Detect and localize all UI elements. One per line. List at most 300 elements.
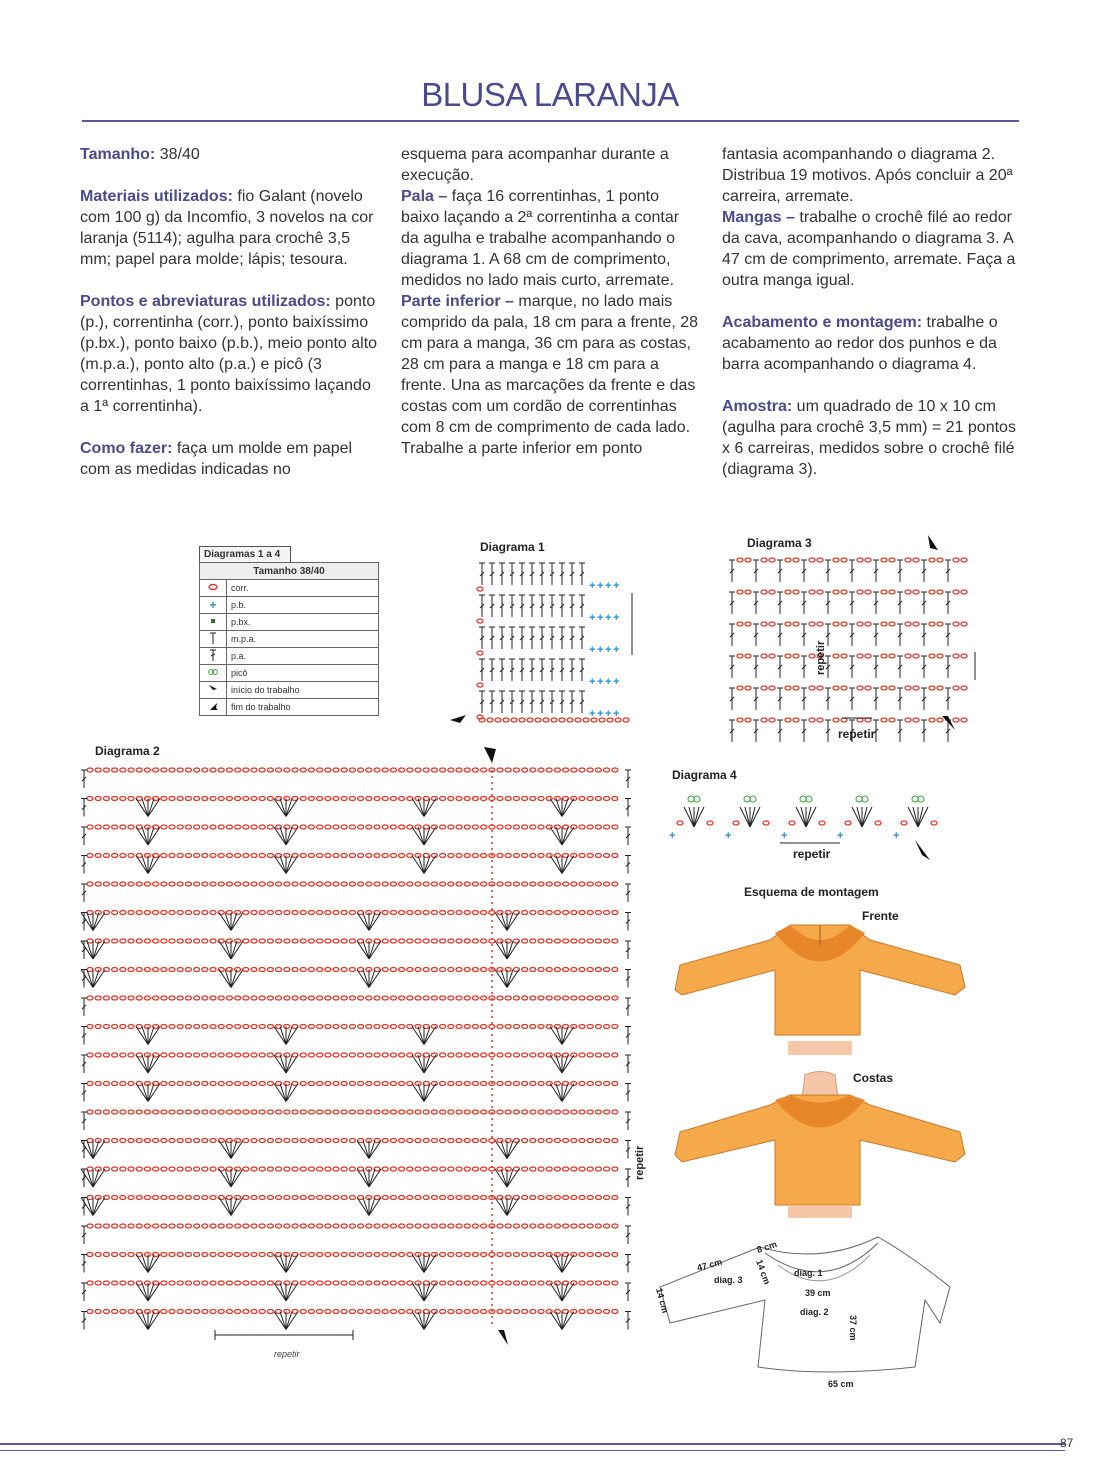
chain-stitch: [120, 1224, 126, 1228]
shell-stitch: [286, 1027, 298, 1045]
chain-stitch: [563, 1224, 569, 1228]
chain-stitch: [161, 1139, 167, 1143]
chain-stitch: [144, 1310, 150, 1314]
chain-stitch: [226, 1281, 232, 1285]
diagram-4-label: Diagrama 4: [672, 768, 737, 782]
chain-stitch: [889, 558, 895, 562]
chain-stitch: [599, 718, 605, 722]
chain-stitch: [579, 1253, 585, 1257]
chain-stitch: [538, 1025, 544, 1029]
chain-stitch: [623, 718, 629, 722]
chain-stitch: [817, 686, 823, 690]
shell-stitch: [136, 1055, 148, 1073]
chain-stitch: [479, 718, 485, 722]
chain-stitch: [144, 968, 150, 972]
chain-stitch: [595, 797, 601, 801]
chain-stitch: [505, 768, 511, 772]
shell-stitch: [550, 1027, 562, 1045]
chain-stitch: [431, 1025, 437, 1029]
chain-stitch: [382, 1196, 388, 1200]
shell-stitch: [418, 799, 424, 817]
chain-stitch: [390, 996, 396, 1000]
chain-stitch: [785, 590, 791, 594]
chain-stitch: [513, 825, 519, 829]
chain-stitch: [604, 939, 610, 943]
chain-stitch: [358, 768, 364, 772]
chain-stitch: [612, 768, 618, 772]
chain-stitch: [487, 718, 493, 722]
chain-stitch: [300, 1025, 306, 1029]
chain-stitch: [448, 1139, 454, 1143]
chain-stitch: [407, 797, 413, 801]
chain-stitch: [456, 825, 462, 829]
chain-stitch: [202, 1110, 208, 1114]
chain-stitch: [317, 825, 323, 829]
chain-stitch: [243, 854, 249, 858]
shell-stitch: [87, 970, 93, 988]
chain-stitch: [587, 854, 593, 858]
plus-stitch: +: [589, 676, 596, 688]
chain-stitch: [595, 968, 601, 972]
chain-stitch: [530, 1082, 536, 1086]
chain-stitch: [120, 1025, 126, 1029]
measure-diag3: diag. 3: [714, 1275, 743, 1285]
chain-stitch: [194, 939, 200, 943]
chain-stitch: [185, 1025, 191, 1029]
chain-stitch: [251, 939, 257, 943]
chain-stitch: [841, 622, 847, 626]
chain-stitch: [431, 1053, 437, 1057]
chain-stitch: [374, 1110, 380, 1114]
chain-stitch: [913, 558, 919, 562]
chain-stitch: [901, 821, 907, 825]
chain-stitch: [399, 1224, 405, 1228]
chain-stitch: [276, 1196, 282, 1200]
chain-stitch: [358, 797, 364, 801]
chain-stitch: [112, 1253, 118, 1257]
chain-stitch: [366, 1310, 372, 1314]
page-title: BLUSA LARANJA: [421, 76, 679, 113]
chain-stitch: [881, 622, 887, 626]
chain-stitch: [571, 996, 577, 1000]
chain-stitch: [554, 1082, 560, 1086]
chain-stitch: [210, 1253, 216, 1257]
chain-stitch: [505, 854, 511, 858]
chain-stitch: [202, 1082, 208, 1086]
plus-stitch: +: [837, 830, 844, 842]
chain-stitch: [769, 622, 775, 626]
shell-stitch: [862, 807, 867, 827]
chain-stitch: [513, 1281, 519, 1285]
shell-stitch: [286, 1312, 292, 1330]
chain-stitch: [809, 558, 815, 562]
chain-stitch: [563, 768, 569, 772]
chain-stitch: [953, 558, 959, 562]
chain-stitch: [551, 718, 557, 722]
chain-stitch: [308, 1196, 314, 1200]
chain-stitch: [161, 1253, 167, 1257]
shell-stitch: [286, 1055, 292, 1073]
chain-stitch: [399, 854, 405, 858]
chain-stitch: [112, 911, 118, 915]
chain-stitch: [103, 1281, 109, 1285]
shell-stitch: [424, 1255, 436, 1273]
chain-stitch: [579, 882, 585, 886]
chain-stitch: [595, 1025, 601, 1029]
chain-stitch: [737, 590, 743, 594]
shell-stitch: [219, 1141, 231, 1159]
chain-stitch: [737, 622, 743, 626]
chain-stitch: [103, 1082, 109, 1086]
chain-stitch: [349, 882, 355, 886]
chain-stitch: [136, 996, 142, 1000]
frente-label: Frente: [862, 909, 899, 923]
chain-stitch: [554, 968, 560, 972]
chain-stitch: [358, 825, 364, 829]
chain-stitch: [308, 1110, 314, 1114]
chain-stitch: [128, 1281, 134, 1285]
chain-stitch: [194, 1310, 200, 1314]
chain-stitch: [144, 1139, 150, 1143]
chain-stitch: [456, 1082, 462, 1086]
chain-stitch: [259, 1281, 265, 1285]
chain-stitch: [423, 1167, 429, 1171]
chain-stitch: [522, 825, 528, 829]
chain-stitch: [87, 1253, 93, 1257]
chain-stitch: [276, 968, 282, 972]
chain-stitch: [136, 768, 142, 772]
chain-stitch: [538, 1139, 544, 1143]
shell-stitch: [562, 1027, 574, 1045]
shell-stitch: [412, 827, 424, 845]
chain-stitch: [440, 854, 446, 858]
chain-stitch: [177, 911, 183, 915]
chain-stitch: [390, 911, 396, 915]
chain-stitch: [431, 882, 437, 886]
chain-stitch: [497, 882, 503, 886]
chain-stitch: [202, 968, 208, 972]
chain-stitch: [136, 911, 142, 915]
chain-stitch: [366, 1281, 372, 1285]
chain-stitch: [235, 768, 241, 772]
chain-stitch: [423, 996, 429, 1000]
chain-stitch: [300, 1139, 306, 1143]
shell-stitch: [501, 913, 507, 931]
chain-stitch: [554, 1139, 560, 1143]
shell-stitch: [142, 1055, 148, 1073]
chain-stitch: [267, 911, 273, 915]
chain-stitch: [505, 1082, 511, 1086]
chain-stitch: [325, 1310, 331, 1314]
chain-stitch: [95, 882, 101, 886]
chain-stitch: [407, 825, 413, 829]
chain-stitch: [177, 1310, 183, 1314]
chain-stitch: [431, 1253, 437, 1257]
chain-stitch: [194, 1196, 200, 1200]
chain-stitch: [538, 1253, 544, 1257]
chain-stitch: [161, 797, 167, 801]
chain-stitch: [128, 854, 134, 858]
chain-stitch: [745, 590, 751, 594]
chain-stitch: [169, 1253, 175, 1257]
chain-stitch: [440, 1224, 446, 1228]
plus-stitch: +: [613, 612, 620, 624]
shell-stitch: [495, 970, 507, 988]
shell-stitch: [148, 856, 154, 874]
chain-stitch: [349, 1110, 355, 1114]
chain-stitch: [538, 1281, 544, 1285]
diagram-3-repeat-vertical: repetir: [815, 640, 827, 675]
chain-stitch: [317, 1167, 323, 1171]
tamanho-label: Tamanho:: [80, 146, 156, 163]
chain-stitch: [390, 882, 396, 886]
chain-stitch: [563, 1139, 569, 1143]
chain-stitch: [308, 996, 314, 1000]
diagram-3: [720, 530, 1000, 745]
chain-stitch: [169, 1196, 175, 1200]
chain-stitch: [308, 1167, 314, 1171]
chain-stitch: [929, 686, 935, 690]
chain-stitch: [325, 911, 331, 915]
chain-stitch: [415, 882, 421, 886]
shell-stitch: [369, 970, 375, 988]
legend-label: picô: [227, 665, 379, 682]
chain-stitch: [407, 1253, 413, 1257]
chain-stitch: [587, 1167, 593, 1171]
legend-row: [200, 597, 379, 614]
chain-stitch: [511, 718, 517, 722]
chain-stitch: [841, 558, 847, 562]
chain-stitch: [120, 1139, 126, 1143]
shell-stitch: [219, 1198, 231, 1216]
chain-stitch: [177, 1082, 183, 1086]
chain-stitch: [251, 1253, 257, 1257]
shell-stitch: [550, 827, 562, 845]
chain-stitch: [284, 854, 290, 858]
chain-stitch: [865, 558, 871, 562]
chain-stitch: [448, 1082, 454, 1086]
chain-stitch: [472, 1053, 478, 1057]
chain-stitch: [341, 1253, 347, 1257]
chain-stitch: [235, 825, 241, 829]
chain-stitch: [112, 1110, 118, 1114]
chain-stitch: [243, 939, 249, 943]
chain-stitch: [530, 1053, 536, 1057]
chain-stitch: [95, 1110, 101, 1114]
legend-table: [199, 562, 379, 716]
shell-stitch: [148, 827, 160, 845]
shell-stitch: [369, 970, 381, 988]
chain-stitch: [390, 1082, 396, 1086]
chain-stitch: [259, 1224, 265, 1228]
shell-stitch: [219, 913, 231, 931]
chain-stitch: [929, 654, 935, 658]
pontos-text: ponto (p.), correntinha (corr.), ponto baixíssimo (p.bx.), ponto baixo (p.b.), meio ponto alto (m.p.a.), ponto alto (p.a.) e picô (3 correntinhas, 1 ponto baixíssimo laçando a 1ª correntinha).: [80, 293, 378, 415]
chain-stitch: [358, 1224, 364, 1228]
chain-stitch: [431, 1281, 437, 1285]
chain-stitch: [440, 1139, 446, 1143]
measurement-schematic: [650, 1225, 1010, 1395]
chain-stitch: [399, 1082, 405, 1086]
chain-stitch: [341, 996, 347, 1000]
chain-stitch: [595, 939, 601, 943]
chain-stitch: [505, 1139, 511, 1143]
chain-stitch: [169, 882, 175, 886]
chain-stitch: [612, 1281, 618, 1285]
plus-stitch: +: [781, 830, 788, 842]
chain-stitch: [497, 911, 503, 915]
chain-stitch: [243, 911, 249, 915]
chain-stitch: [112, 1139, 118, 1143]
chain-stitch: [325, 939, 331, 943]
shell-stitch: [286, 1283, 292, 1301]
chain-stitch: [865, 622, 871, 626]
shell-stitch: [562, 856, 568, 874]
chain-stitch: [546, 968, 552, 972]
chain-stitch: [382, 996, 388, 1000]
chain-stitch: [87, 1224, 93, 1228]
shell-stitch: [418, 1027, 424, 1045]
chain-stitch: [374, 1053, 380, 1057]
shell-stitch: [862, 807, 872, 827]
chain-stitch: [185, 1167, 191, 1171]
chain-stitch: [571, 968, 577, 972]
chain-stitch: [579, 1167, 585, 1171]
chain-stitch: [333, 1139, 339, 1143]
acabamento-text: trabalhe o acabamento ao redor dos punhos e da barra acompanhando o diagrama 4.: [722, 314, 998, 373]
chain-stitch: [448, 1281, 454, 1285]
chain-stitch: [440, 768, 446, 772]
shell-stitch: [857, 807, 862, 827]
chain-stitch: [120, 939, 126, 943]
chain-stitch: [522, 854, 528, 858]
chain-stitch: [169, 1082, 175, 1086]
pala-text: faça 16 correntinhas, 1 ponto baixo laçando a 2ª correntinha a contar da agulha e trabalhe acompanhando o diagrama 1. A 68 cm de comprimento, medidos no lado mais curto, arremate.: [401, 188, 680, 289]
chain-stitch: [103, 825, 109, 829]
chain-stitch: [341, 882, 347, 886]
shell-stitch: [148, 1255, 154, 1273]
chain-stitch: [415, 1139, 421, 1143]
chain-stitch: [251, 1082, 257, 1086]
shell-stitch: [412, 856, 424, 874]
chain-stitch: [202, 1196, 208, 1200]
chain-stitch: [259, 882, 265, 886]
plus-stitch: +: [613, 644, 620, 656]
chain-stitch: [194, 825, 200, 829]
chain-stitch: [431, 939, 437, 943]
chain-stitch: [341, 1025, 347, 1029]
chain-stitch: [763, 821, 769, 825]
chain-stitch: [481, 797, 487, 801]
chain-stitch: [579, 768, 585, 772]
chain-stitch: [325, 768, 331, 772]
chain-stitch: [612, 1082, 618, 1086]
chain-stitch: [554, 1281, 560, 1285]
chain-stitch: [399, 911, 405, 915]
measure-8cm: 8 cm: [755, 1239, 779, 1255]
chain-stitch: [587, 1224, 593, 1228]
chain-stitch: [809, 686, 815, 690]
chain-stitch: [194, 1167, 200, 1171]
shell-stitch: [369, 913, 375, 931]
chain-stitch: [472, 882, 478, 886]
chain-stitch: [905, 622, 911, 626]
chain-stitch: [169, 1053, 175, 1057]
shell-stitch: [148, 1084, 160, 1102]
shell-stitch: [418, 1055, 424, 1073]
chain-stitch: [390, 1196, 396, 1200]
chain-stitch: [785, 622, 791, 626]
chain-stitch: [505, 996, 511, 1000]
footer-rule: [0, 1443, 1065, 1445]
chain-stitch: [587, 1082, 593, 1086]
shell-stitch: [412, 1084, 424, 1102]
chain-stitch: [931, 821, 937, 825]
chain-stitch: [497, 797, 503, 801]
shell-stitch: [357, 1169, 369, 1187]
chain-stitch: [300, 825, 306, 829]
chain-stitch: [161, 1082, 167, 1086]
chain-stitch: [333, 1281, 339, 1285]
chain-stitch: [961, 622, 967, 626]
chain-stitch: [226, 797, 232, 801]
chain-stitch: [333, 797, 339, 801]
chain-stitch: [415, 1167, 421, 1171]
chain-stitch: [793, 718, 799, 722]
chain-stitch: [819, 821, 825, 825]
chain-stitch: [202, 1139, 208, 1143]
chain-stitch: [472, 1082, 478, 1086]
chain-stitch: [218, 1053, 224, 1057]
shell-stitch: [225, 1198, 231, 1216]
chain-stitch: [456, 968, 462, 972]
chain-stitch: [177, 1196, 183, 1200]
chain-stitch: [161, 1110, 167, 1114]
chain-stitch: [733, 821, 739, 825]
chain-stitch: [953, 654, 959, 658]
chain-stitch: [857, 558, 863, 562]
chain-stitch: [276, 911, 282, 915]
chain-stitch: [448, 1224, 454, 1228]
chain-stitch: [612, 882, 618, 886]
shell-stitch: [93, 1169, 99, 1187]
shell-stitch: [550, 856, 562, 874]
chain-stitch: [817, 558, 823, 562]
chain-stitch: [202, 768, 208, 772]
chain-stitch: [144, 1196, 150, 1200]
chain-stitch: [300, 1082, 306, 1086]
chain-stitch: [259, 1139, 265, 1143]
chain-stitch: [407, 854, 413, 858]
chain-stitch: [194, 996, 200, 1000]
chain-stitch: [292, 996, 298, 1000]
chain-stitch: [300, 1253, 306, 1257]
shell-stitch: [87, 1198, 93, 1216]
chain-stitch: [284, 1139, 290, 1143]
shell-stitch: [280, 1027, 286, 1045]
shell-stitch: [507, 913, 513, 931]
chain-stitch: [259, 1167, 265, 1171]
chain-stitch: [259, 1053, 265, 1057]
chain-stitch: [87, 1310, 93, 1314]
plus-stitch: +: [597, 676, 604, 688]
chain-stitch: [210, 854, 216, 858]
chain-stitch: [505, 1253, 511, 1257]
chain-stitch: [226, 768, 232, 772]
chain-stitch: [103, 1025, 109, 1029]
chain-stitch: [477, 683, 483, 687]
chain-stitch: [185, 1053, 191, 1057]
